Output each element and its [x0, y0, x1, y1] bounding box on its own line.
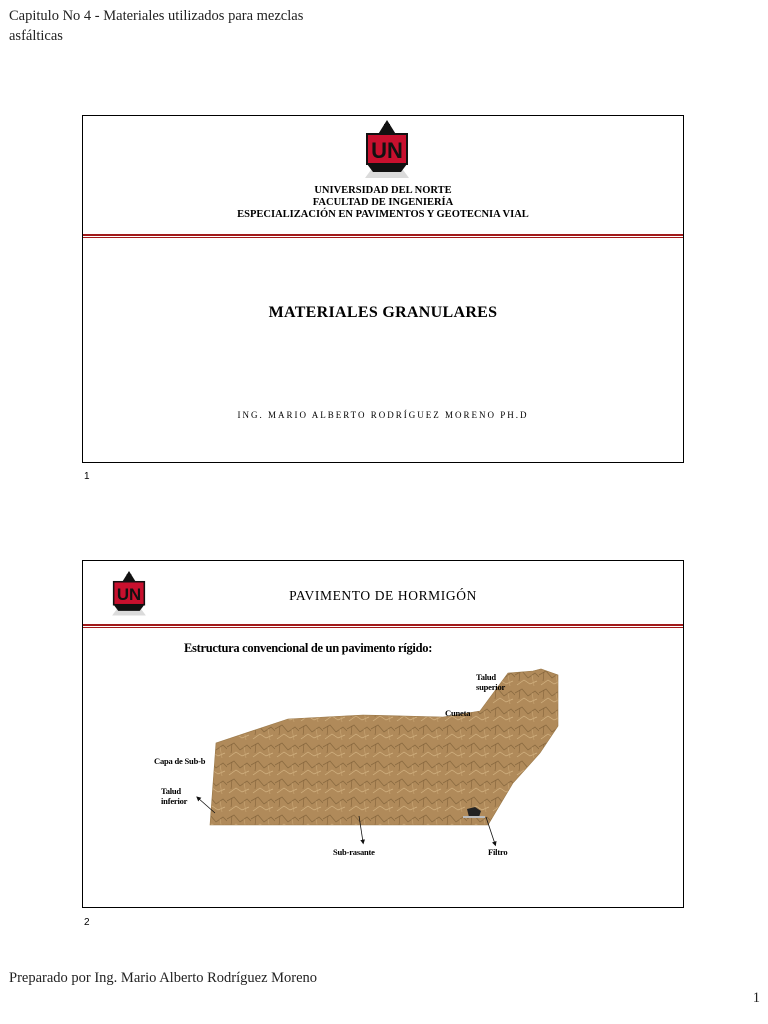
logo-letters: UN [116, 585, 142, 605]
soil-profile [210, 669, 558, 825]
logo-letters: UN [371, 138, 403, 163]
footer-page-number: 1 [752, 990, 760, 1006]
program-name: ESPECIALIZACIÓN EN PAVIMENTOS Y GEOTECNIA VIAL [237, 209, 529, 220]
label-cuneta: Cuneta [445, 708, 471, 718]
faculty-name: FACULTAD DE INGENIERÍA [312, 197, 454, 208]
slide-author: ING. MARIO ALBERTO RODRÍGUEZ MORENO PH.D [237, 410, 529, 420]
slide-1 [82, 115, 684, 463]
document-header: Capitulo No 4 - Materiales utilizados para mezclas asfálticas [9, 8, 304, 44]
footer-prepared-by: Preparado por Ing. Mario Alberto Rodríguez Moreno [9, 970, 318, 986]
label-sub-rasante: Sub-rasante [333, 847, 375, 857]
slide-subtitle: Estructura convencional de un pavimento rígido: [184, 641, 433, 655]
red-divider [83, 234, 683, 238]
university-logo [361, 120, 413, 180]
label-talud-superior: Talud superior [476, 672, 506, 692]
university-name: UNIVERSIDAD DEL NORTE [314, 185, 452, 196]
pavement-diagram [83, 561, 683, 907]
institution-block [83, 185, 683, 221]
label-talud-inferior: Talud inferior [161, 786, 188, 806]
slide-number-2: 2 [84, 917, 90, 928]
slide-2 [82, 560, 684, 908]
label-capa-sub-base: Capa de Sub-b [154, 756, 206, 766]
slide-title: PAVIMENTO DE HORMIGÓN [289, 588, 477, 603]
slide-number-1: 1 [84, 471, 90, 482]
label-filtro: Filtro [488, 847, 508, 857]
slide-title: MATERIALES GRANULARES [268, 304, 498, 321]
